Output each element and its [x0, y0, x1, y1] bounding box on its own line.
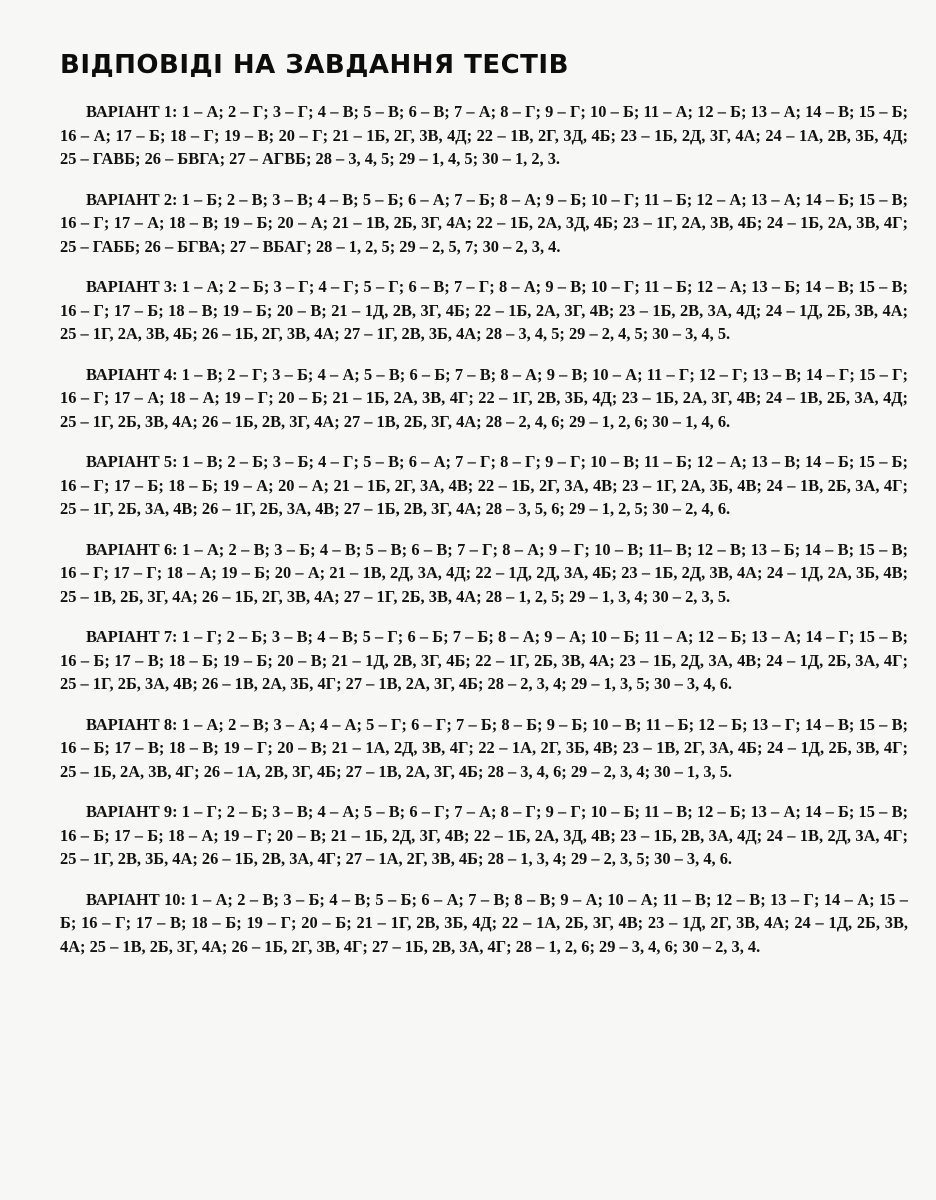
variant-answers-text: 1 – А; 2 – В; 3 – А; 4 – А; 5 – Г; 6 – Г; 7 – Б; 8 – Б; 9 – Б; 10 – В; 11 – Б; 12 – Б; 13 – Г; 14 – В; 15 – В; 16 – Б; 17 – В; 18 – В; 19 – Г; 20 – В; 21 – 1А, 2Д, 3В, 4Г; 22 – 1А, 2Г, 3Б, 4В; 23 – 1В, 2Г, 3А, 4Б; 24 – 1Д, 2Б, 3В, 4Г; 25 – 1Б, 2А, 3В, 4Г; 26 – 1А, 2В, 3Г, 4Б; 27 – 1В, 2А, 3Г, 4Б; 28 – 3, 4, 6; 29 – 2, 3, 4; 30 – 1, 3, 5. [60, 714, 908, 781]
variant-9-answers [60, 800, 908, 871]
variant-label: ВАРІАНТ 4: [86, 364, 178, 384]
variant-answers-text: 1 – А; 2 – В; 3 – Б; 4 – В; 5 – В; 6 – В; 7 – Г; 8 – А; 9 – Г; 10 – В; 11– В; 12 – В; 13 – Б; 14 – В; 15 – В; 16 – Г; 17 – Г; 18 – А; 19 – Б; 20 – А; 21 – 1В, 2Д, 3А, 4Д; 22 – 1Д, 2Д, 3А, 4Б; 23 – 1Б, 2Д, 3В, 4А; 24 – 1Д, 2А, 3Б, 4В; 25 – 1В, 2Б, 3Г, 4А; 26 – 1Б, 2Г, 3В, 4А; 27 – 1Г, 2Б, 3В, 4А; 28 – 1, 2, 5; 29 – 1, 3, 4; 30 – 2, 3, 5. [60, 539, 908, 606]
variant-label: ВАРІАНТ 3: [86, 277, 178, 296]
variant-answers-text: 1 – А; 2 – Б; 3 – Г; 4 – Г; 5 – Г; 6 – В; 7 – Г; 8 – А; 9 – В; 10 – Г; 11 – Б; 12 – А; 13 – Б; 14 – В; 15 – В; 16 – Г; 17 – Б; 18 – В; 19 – Б; 20 – В; 21 – 1Д, 2В, 3Г, 4Б; 22 – 1Б, 2А, 3Г, 4В; 23 – 1Б, 2В, 3А, 4Д; 24 – 1Д, 2Б, 3В, 4А; 25 – 1Г, 2А, 3В, 4Б; 26 – 1Б, 2Г, 3В, 4А; 27 – 1Г, 2В, 3Б, 4А; 28 – 3, 4, 5; 29 – 2, 4, 5; 30 – 3, 4, 5. [60, 277, 908, 343]
variant-answers-text: 1 – В; 2 – Б; 3 – Б; 4 – Г; 5 – В; 6 – А; 7 – Г; 8 – Г; 9 – Г; 10 – В; 11 – Б; 12 – А; 13 – В; 14 – Б; 15 – Б; 16 – Г; 17 – Б; 18 – Б; 19 – А; 20 – А; 21 – 1Б, 2Г, 3А, 4В; 22 – 1Б, 2Г, 3А, 4В; 23 – 1Г, 2А, 3Б, 4В; 24 – 1В, 2Б, 3А, 4Г; 25 – 1Г, 2Б, 3А, 4В; 26 – 1Г, 2Б, 3А, 4В; 27 – 1Б, 2В, 3Г, 4А; 28 – 3, 5, 6; 29 – 1, 2, 5; 30 – 2, 4, 6. [60, 452, 908, 518]
variant-5-answers [60, 450, 908, 521]
variant-answers-text: 1 – В; 2 – Г; 3 – Б; 4 – А; 5 – В; 6 – Б; 7 – В; 8 – А; 9 – В; 10 – А; 11 – Г; 12 – Г; 13 – В; 14 – Г; 15 – Г; 16 – Г; 17 – А; 18 – А; 19 – Г; 20 – Б; 21 – 1Б, 2А, 3В, 4Г; 22 – 1Г, 2В, 3Б, 4Д; 23 – 1Б, 2А, 3Г, 4В; 24 – 1В, 2Б, 3А, 4Д; 25 – 1Г, 2Б, 3В, 4А; 26 – 1Б, 2В, 3Г, 4А; 27 – 1В, 2Б, 3Г, 4А; 28 – 2, 4, 6; 29 – 1, 2, 6; 30 – 1, 4, 6. [60, 364, 908, 431]
variant-answers-text: 1 – Г; 2 – Б; 3 – В; 4 – А; 5 – В; 6 – Г; 7 – А; 8 – Г; 9 – Г; 10 – Б; 11 – В; 12 – Б; 13 – А; 14 – Б; 15 – В; 16 – Б; 17 – Б; 18 – А; 19 – Г; 20 – В; 21 – 1Б, 2Д, 3Г, 4В; 22 – 1Б, 2А, 3Д, 4В; 23 – 1Б, 2В, 3А, 4Д; 24 – 1В, 2Д, 3А, 4Г; 25 – 1Г, 2В, 3Б, 4А; 26 – 1Б, 2В, 3А, 4Г; 27 – 1А, 2Г, 3В, 4Б; 28 – 1, 3, 4; 29 – 2, 3, 5; 30 – 3, 4, 6. [60, 802, 908, 868]
page-title: ВІДПОВІДІ НА ЗАВДАННЯ ТЕСТІВ [60, 50, 569, 80]
variant-label: ВАРІАНТ 10: [86, 889, 186, 909]
variant-label: ВАРІАНТ 9: [86, 802, 178, 821]
variant-8-answers [60, 713, 908, 784]
variant-answers-text: 1 – Б; 2 – В; 3 – В; 4 – В; 5 – Б; 6 – А; 7 – Б; 8 – А; 9 – Б; 10 – Г; 11 – Б; 12 – А; 13 – А; 14 – Б; 15 – В; 16 – Г; 17 – А; 18 – В; 19 – Б; 20 – А; 21 – 1В, 2Б, 3Г, 4А; 22 – 1Б, 2А, 3Д, 4Б; 23 – 1Г, 2А, 3В, 4Б; 24 – 1Б, 2А, 3В, 4Г; 25 – ГАББ; 26 – БГВА; 27 – ВБАГ; 28 – 1, 2, 5; 29 – 2, 5, 7; 30 – 2, 3, 4. [60, 189, 908, 256]
variant-2-answers [60, 188, 908, 259]
variant-label: ВАРІАНТ 7: [86, 627, 178, 646]
variant-label: ВАРІАНТ 6: [86, 539, 178, 559]
variant-4-answers [60, 363, 908, 434]
variant-3-answers [60, 275, 908, 346]
variant-answers-text: 1 – А; 2 – В; 3 – Б; 4 – В; 5 – Б; 6 – А; 7 – В; 8 – В; 9 – А; 10 – А; 11 – В; 12 – В; 13 – Г; 14 – А; 15 – Б; 16 – Г; 17 – В; 18 – Б; 19 – Г; 20 – Б; 21 – 1Г, 2В, 3Б, 4Д; 22 – 1А, 2Б, 3Г, 4В; 23 – 1Д, 2Г, 3В, 4А; 24 – 1Д, 2Б, 3В, 4А; 25 – 1В, 2Б, 3Г, 4А; 26 – 1Б, 2Г, 3В, 4Г; 27 – 1Б, 2В, 3А, 4Г; 28 – 1, 2, 6; 29 – 3, 4, 6; 30 – 2, 3, 4. [60, 889, 909, 956]
variant-answers-text: 1 – Г; 2 – Б; 3 – В; 4 – В; 5 – Г; 6 – Б; 7 – Б; 8 – А; 9 – А; 10 – Б; 11 – А; 12 – Б; 13 – А; 14 – Г; 15 – В; 16 – Б; 17 – В; 18 – Б; 19 – Б; 20 – В; 21 – 1Д, 2В, 3Г, 4Б; 22 – 1Г, 2Б, 3В, 4А; 23 – 1Б, 2Д, 3А, 4В; 24 – 1Д, 2Б, 3А, 4Г; 25 – 1Г, 2Б, 3А, 4В; 26 – 1В, 2А, 3Б, 4Г; 27 – 1В, 2А, 3Г, 4Б; 28 – 2, 3, 4; 29 – 1, 3, 5; 30 – 3, 4, 6. [60, 627, 908, 693]
variant-label: ВАРІАНТ 2: [86, 189, 178, 209]
variant-answers-text: 1 – А; 2 – Г; 3 – Г; 4 – В; 5 – В; 6 – В; 7 – А; 8 – Г; 9 – Г; 10 – Б; 11 – А; 12 – Б; 13 – А; 14 – В; 15 – Б; 16 – А; 17 – Б; 18 – Г; 19 – В; 20 – Г; 21 – 1Б, 2Г, 3В, 4Д; 22 – 1В, 2Г, 3Д, 4Б; 23 – 1Б, 2Д, 3Г, 4А; 24 – 1А, 2В, 3Б, 4Д; 25 – ГАВБ; 26 – БВГА; 27 – АГВБ; 28 – 3, 4, 5; 29 – 1, 4, 5; 30 – 1, 2, 3. [60, 102, 908, 168]
variant-label: ВАРІАНТ 1: [86, 102, 178, 121]
variant-6-answers [60, 538, 908, 609]
variant-10-answers [60, 888, 908, 959]
variant-label: ВАРІАНТ 8: [86, 714, 178, 734]
variant-1-answers [60, 100, 908, 171]
variant-7-answers [60, 625, 908, 696]
variant-label: ВАРІАНТ 5: [86, 452, 178, 471]
